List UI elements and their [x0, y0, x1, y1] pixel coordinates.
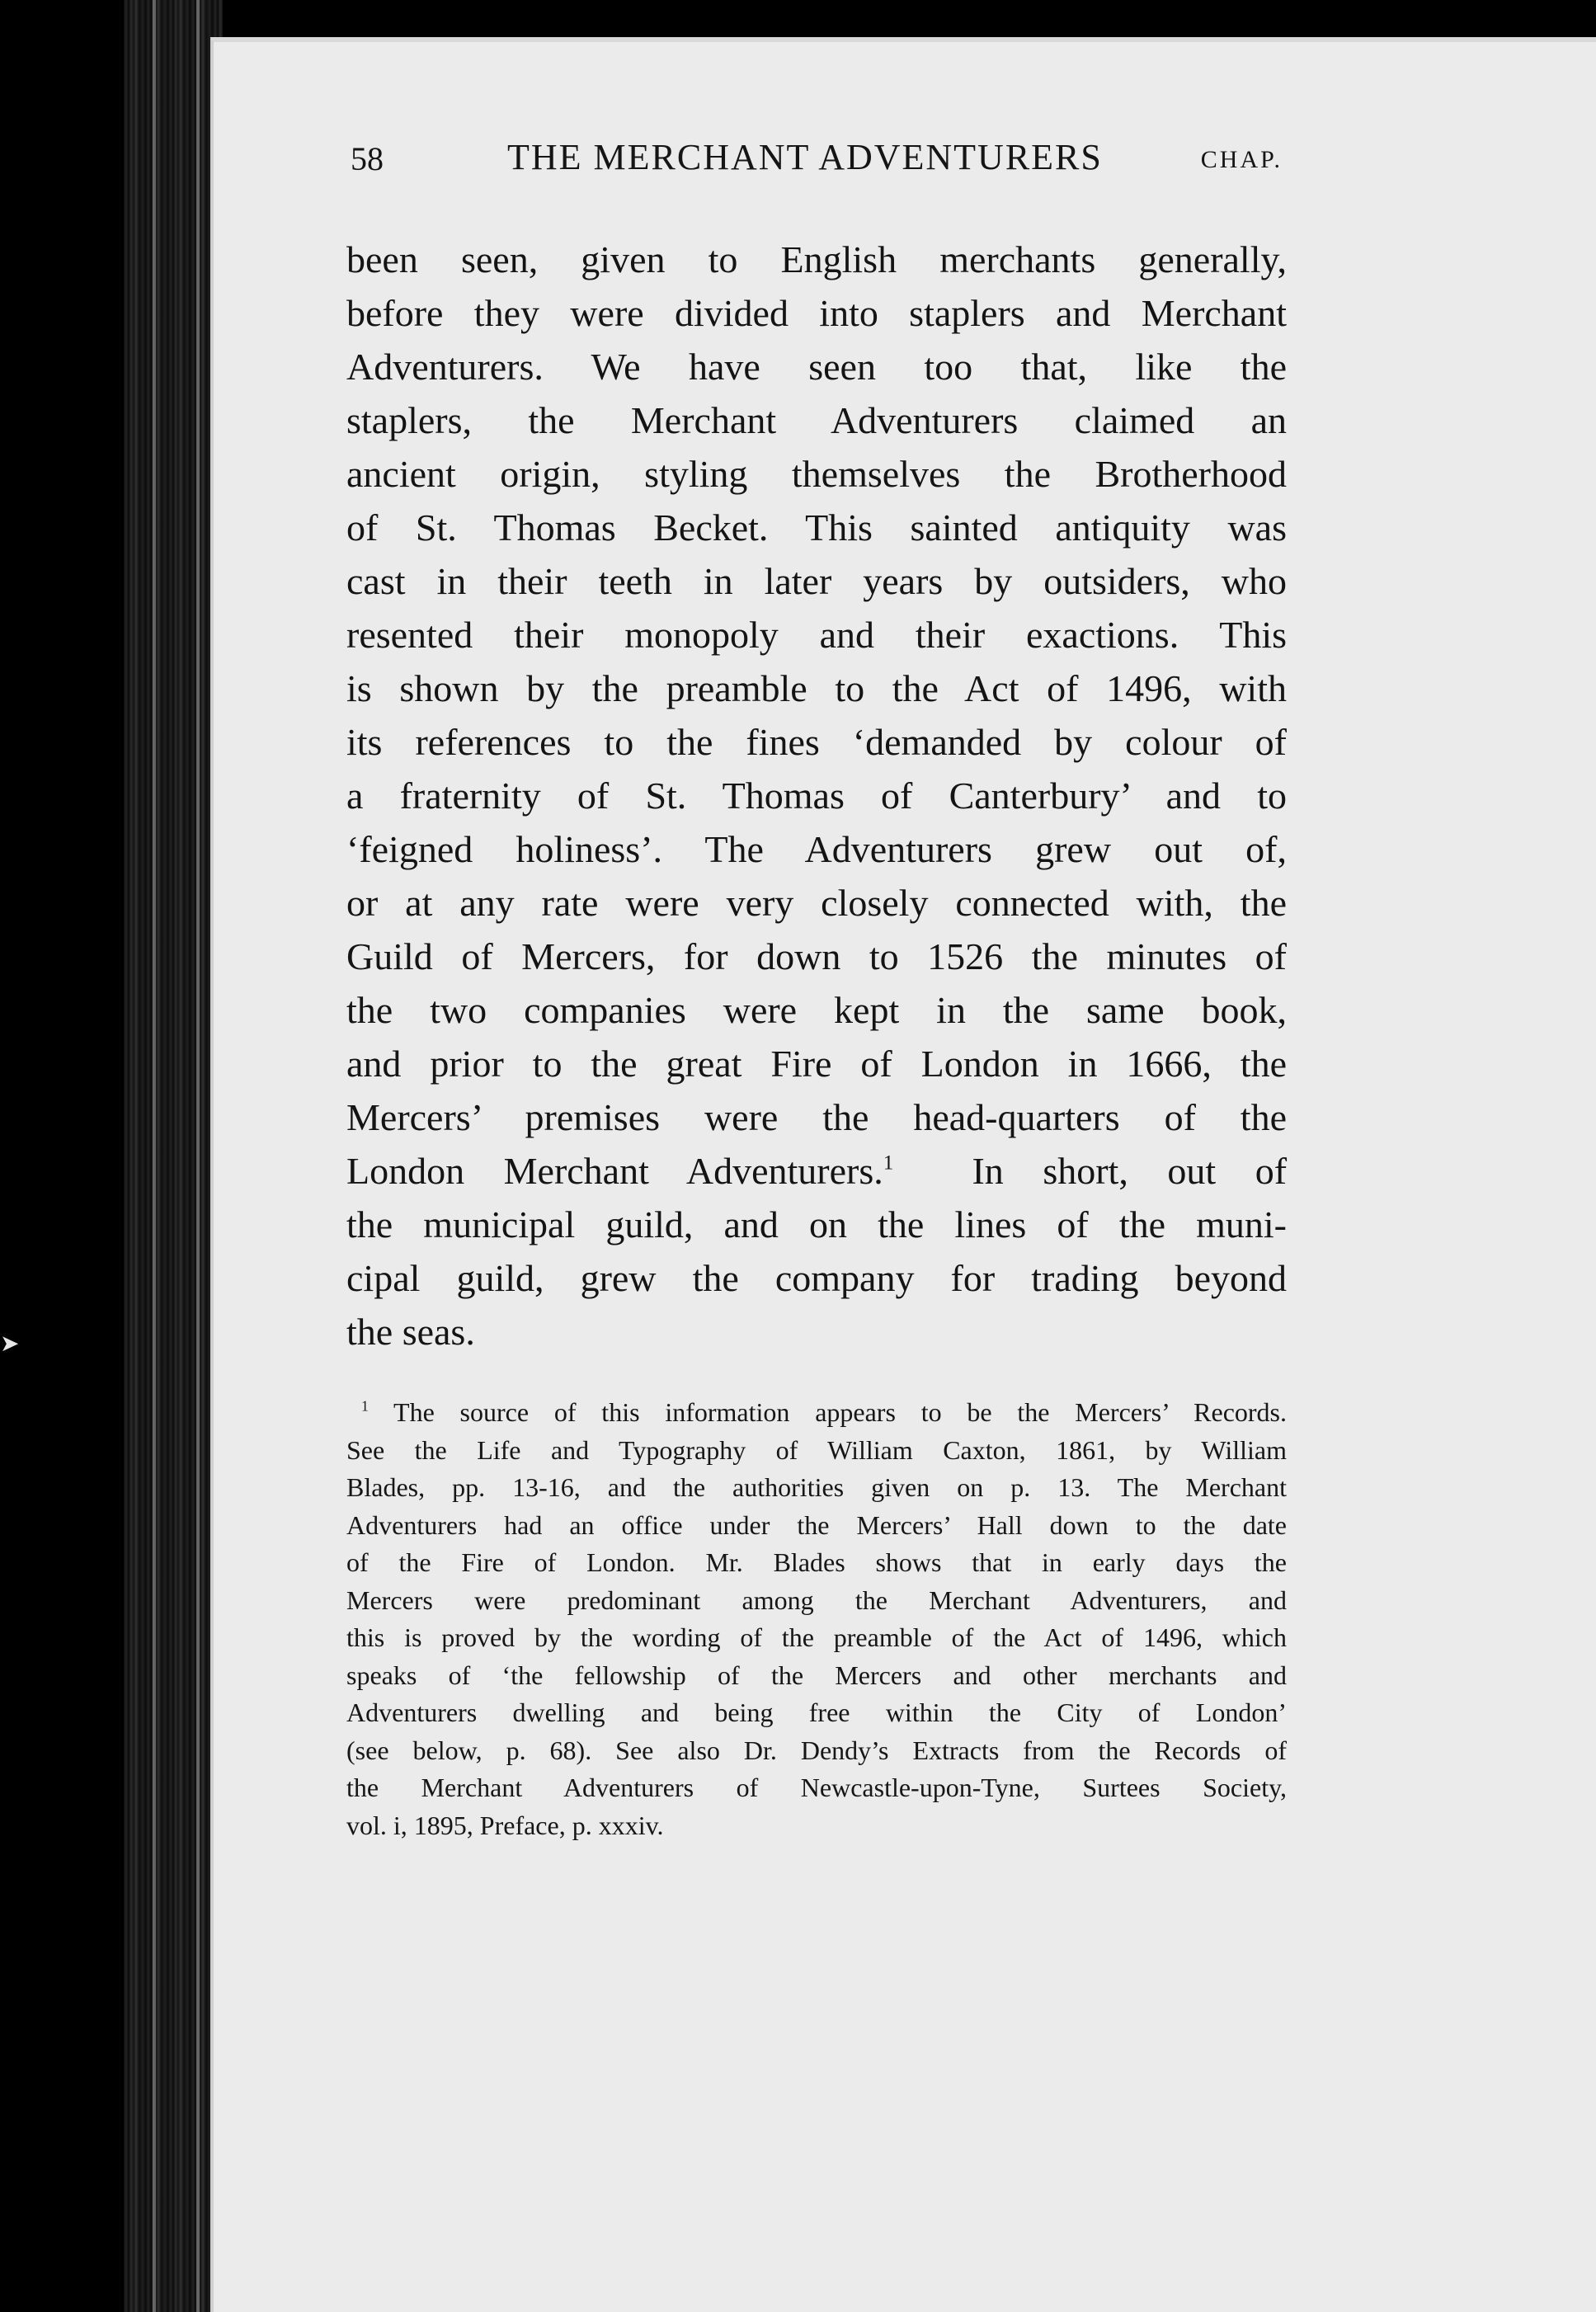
text-line: Mercers’ premises were the head-quarters of the	[346, 1096, 1287, 1138]
text-line: a fraternity of St. Thomas of Canterbury’ and to	[346, 775, 1287, 817]
text-line: before they were divided into staplers and Merchant	[346, 292, 1287, 334]
text-line: Adventurers. We have seen too that, like the	[346, 346, 1287, 388]
footnote-line	[346, 1394, 1287, 1432]
gutter-edge-line	[196, 0, 200, 2312]
text-line: staplers, the Merchant Adventurers claimed an	[346, 399, 1287, 441]
text-line: the municipal guild, and on the lines of the muni-	[346, 1203, 1287, 1245]
text-line: cast in their teeth in later years by outsiders, who	[346, 560, 1287, 602]
scan-artifact-mark: ➤	[0, 1330, 20, 1357]
chapter-abbreviation: CHAP.	[1200, 146, 1283, 173]
footnote-line: (see below, p. 68). See also Dr. Dendy’s Extracts from the Records of	[346, 1735, 1287, 1765]
footnote-line: See the Life and Typography of William Caxton, 1861, by William	[346, 1434, 1287, 1465]
footnote-line: of the Fire of London. Mr. Blades shows that in early days the	[346, 1547, 1287, 1577]
text-line: resented their monopoly and their exactions. This	[346, 614, 1287, 656]
text-segment: In short, out of	[893, 1150, 1288, 1192]
footnote-line: this is proved by the wording of the preamble of the Act of 1496, which	[346, 1622, 1287, 1652]
footnote-line: the Merchant Adventurers of Newcastle-upon-Tyne, Surtees Society,	[346, 1773, 1287, 1802]
text-line: Guild of Mercers, for down to 1526 the minutes of	[346, 935, 1287, 977]
footnote-text: The source of this information appears to be the Mercers’ Records.	[393, 1397, 1288, 1427]
page-number: 58	[351, 140, 384, 177]
text-line: the two companies were kept in the same book,	[346, 989, 1287, 1031]
text-segment: London Merchant Adventurers.	[346, 1150, 883, 1192]
text-line: or at any rate were very closely connected with, the	[346, 882, 1287, 924]
footnote-line: Mercers were predominant among the Merchant Adventurers, and	[346, 1584, 1287, 1615]
text-line: ‘feigned holiness’. The Adventurers grew out of,	[346, 828, 1287, 870]
footnote-line: Adventurers dwelling and being free within the City of London’	[346, 1698, 1287, 1727]
text-line: its references to the fines ‘demanded by colour of	[346, 721, 1287, 763]
footnote-line: Adventurers had an office under the Mercers’ Hall down to the date	[346, 1509, 1287, 1540]
main-text-block	[346, 233, 1287, 1358]
text-line: the seas.	[346, 1311, 475, 1353]
footnote-line: speaks of ‘the fellowship of the Mercers and other merchants and	[346, 1660, 1287, 1690]
text-line: of St. Thomas Becket. This sainted antiquity was	[346, 506, 1287, 549]
running-title: THE MERCHANT ADVENTURERS	[507, 137, 1103, 177]
footnote-line: vol. i, 1895, Preface, p. xxxiv.	[346, 1810, 664, 1840]
text-line: and prior to the great Fire of London in 1666, the	[346, 1043, 1287, 1085]
running-header	[351, 136, 1283, 186]
gutter-edge-line	[153, 0, 156, 2312]
text-line: cipal guild, grew the company for trading beyond	[346, 1257, 1287, 1299]
footnote-marker: 1	[361, 1397, 369, 1415]
text-line: ancient origin, styling themselves the Brotherhood	[346, 453, 1287, 495]
book-binding-gutter	[124, 0, 223, 2312]
footnote-line: Blades, pp. 13-16, and the authorities given on p. 13. The Merchant	[346, 1472, 1287, 1502]
text-line-with-footnote-ref	[346, 1144, 1287, 1198]
text-line: been seen, given to English merchants generally,	[346, 238, 1287, 280]
footnote	[346, 1394, 1287, 1844]
footnote-reference: 1	[883, 1151, 894, 1175]
text-line: is shown by the preamble to the Act of 1496, with	[346, 667, 1287, 709]
